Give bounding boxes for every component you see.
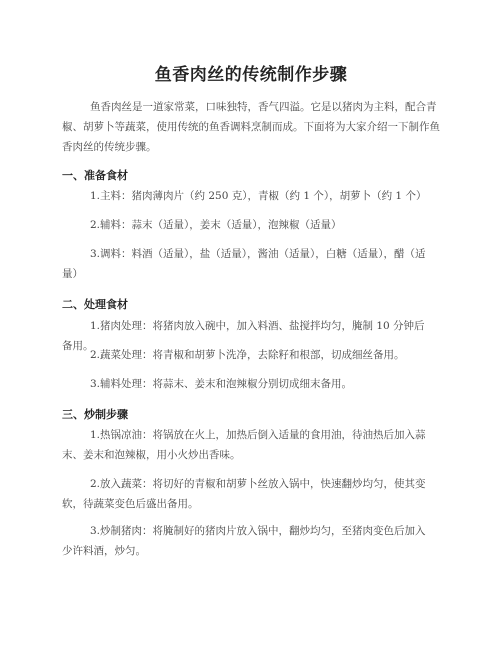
list-item: 3.调料：料酒（适量），盐（适量），酱油（适量），白糖（适量），醋（适量） — [62, 248, 426, 280]
page-title: 鱼香肉丝的传统制作步骤 — [154, 65, 348, 85]
list-item: 3.辅料处理：将蒜末、姜末和泡辣椒分别切成细末备用。 — [90, 378, 353, 390]
list-item: 1.猪肉处理：将猪肉放入碗中，加入料酒、盐搅拌均匀，腌制 10 分钟后备用。 — [62, 320, 425, 352]
list-item: 3.炒制猪肉：将腌制好的猪肉片放入锅中，翻炒均匀，至猪肉变色后加入少许料酒，炒匀。 — [62, 525, 426, 557]
section-heading-stir-fry: 三、炒制步骤 — [62, 408, 128, 421]
list-item: 2.放入蔬菜：将切好的青椒和胡萝卜丝放入锅中，快速翻炒均匀，使其变软，待蔬菜变色后盛出备用。 — [62, 478, 426, 510]
list-item: 1.热锅凉油：将锅放在火上，加热后倒入适量的食用油，待油热后加入蒜末、姜末和泡辣椒，用小火炒出香味。 — [62, 429, 426, 461]
list-item: 2.蔬菜处理：将青椒和胡萝卜洗净，去除籽和根部，切成细丝备用。 — [90, 349, 405, 361]
section-heading-preparation: 二、处理食材 — [62, 298, 128, 311]
section-heading-ingredients: 一、准备食材 — [62, 169, 128, 182]
intro-paragraph: 鱼香肉丝是一道家常菜，口味独特，香气四溢。它是以猪肉为主料，配合青椒、胡萝卜等蔬菜，使用传统的鱼香调料烹制而成。下面将为大家介绍一下制作鱼香肉丝的传统步骤。 — [62, 101, 440, 153]
list-item: 2.辅料：蒜末（适量），姜末（适量），泡辣椒（适量） — [90, 219, 342, 231]
list-item: 1.主料：猪肉薄肉片（约 250 克），青椒（约 1 个），胡萝卜（约 1 个） — [90, 190, 427, 202]
